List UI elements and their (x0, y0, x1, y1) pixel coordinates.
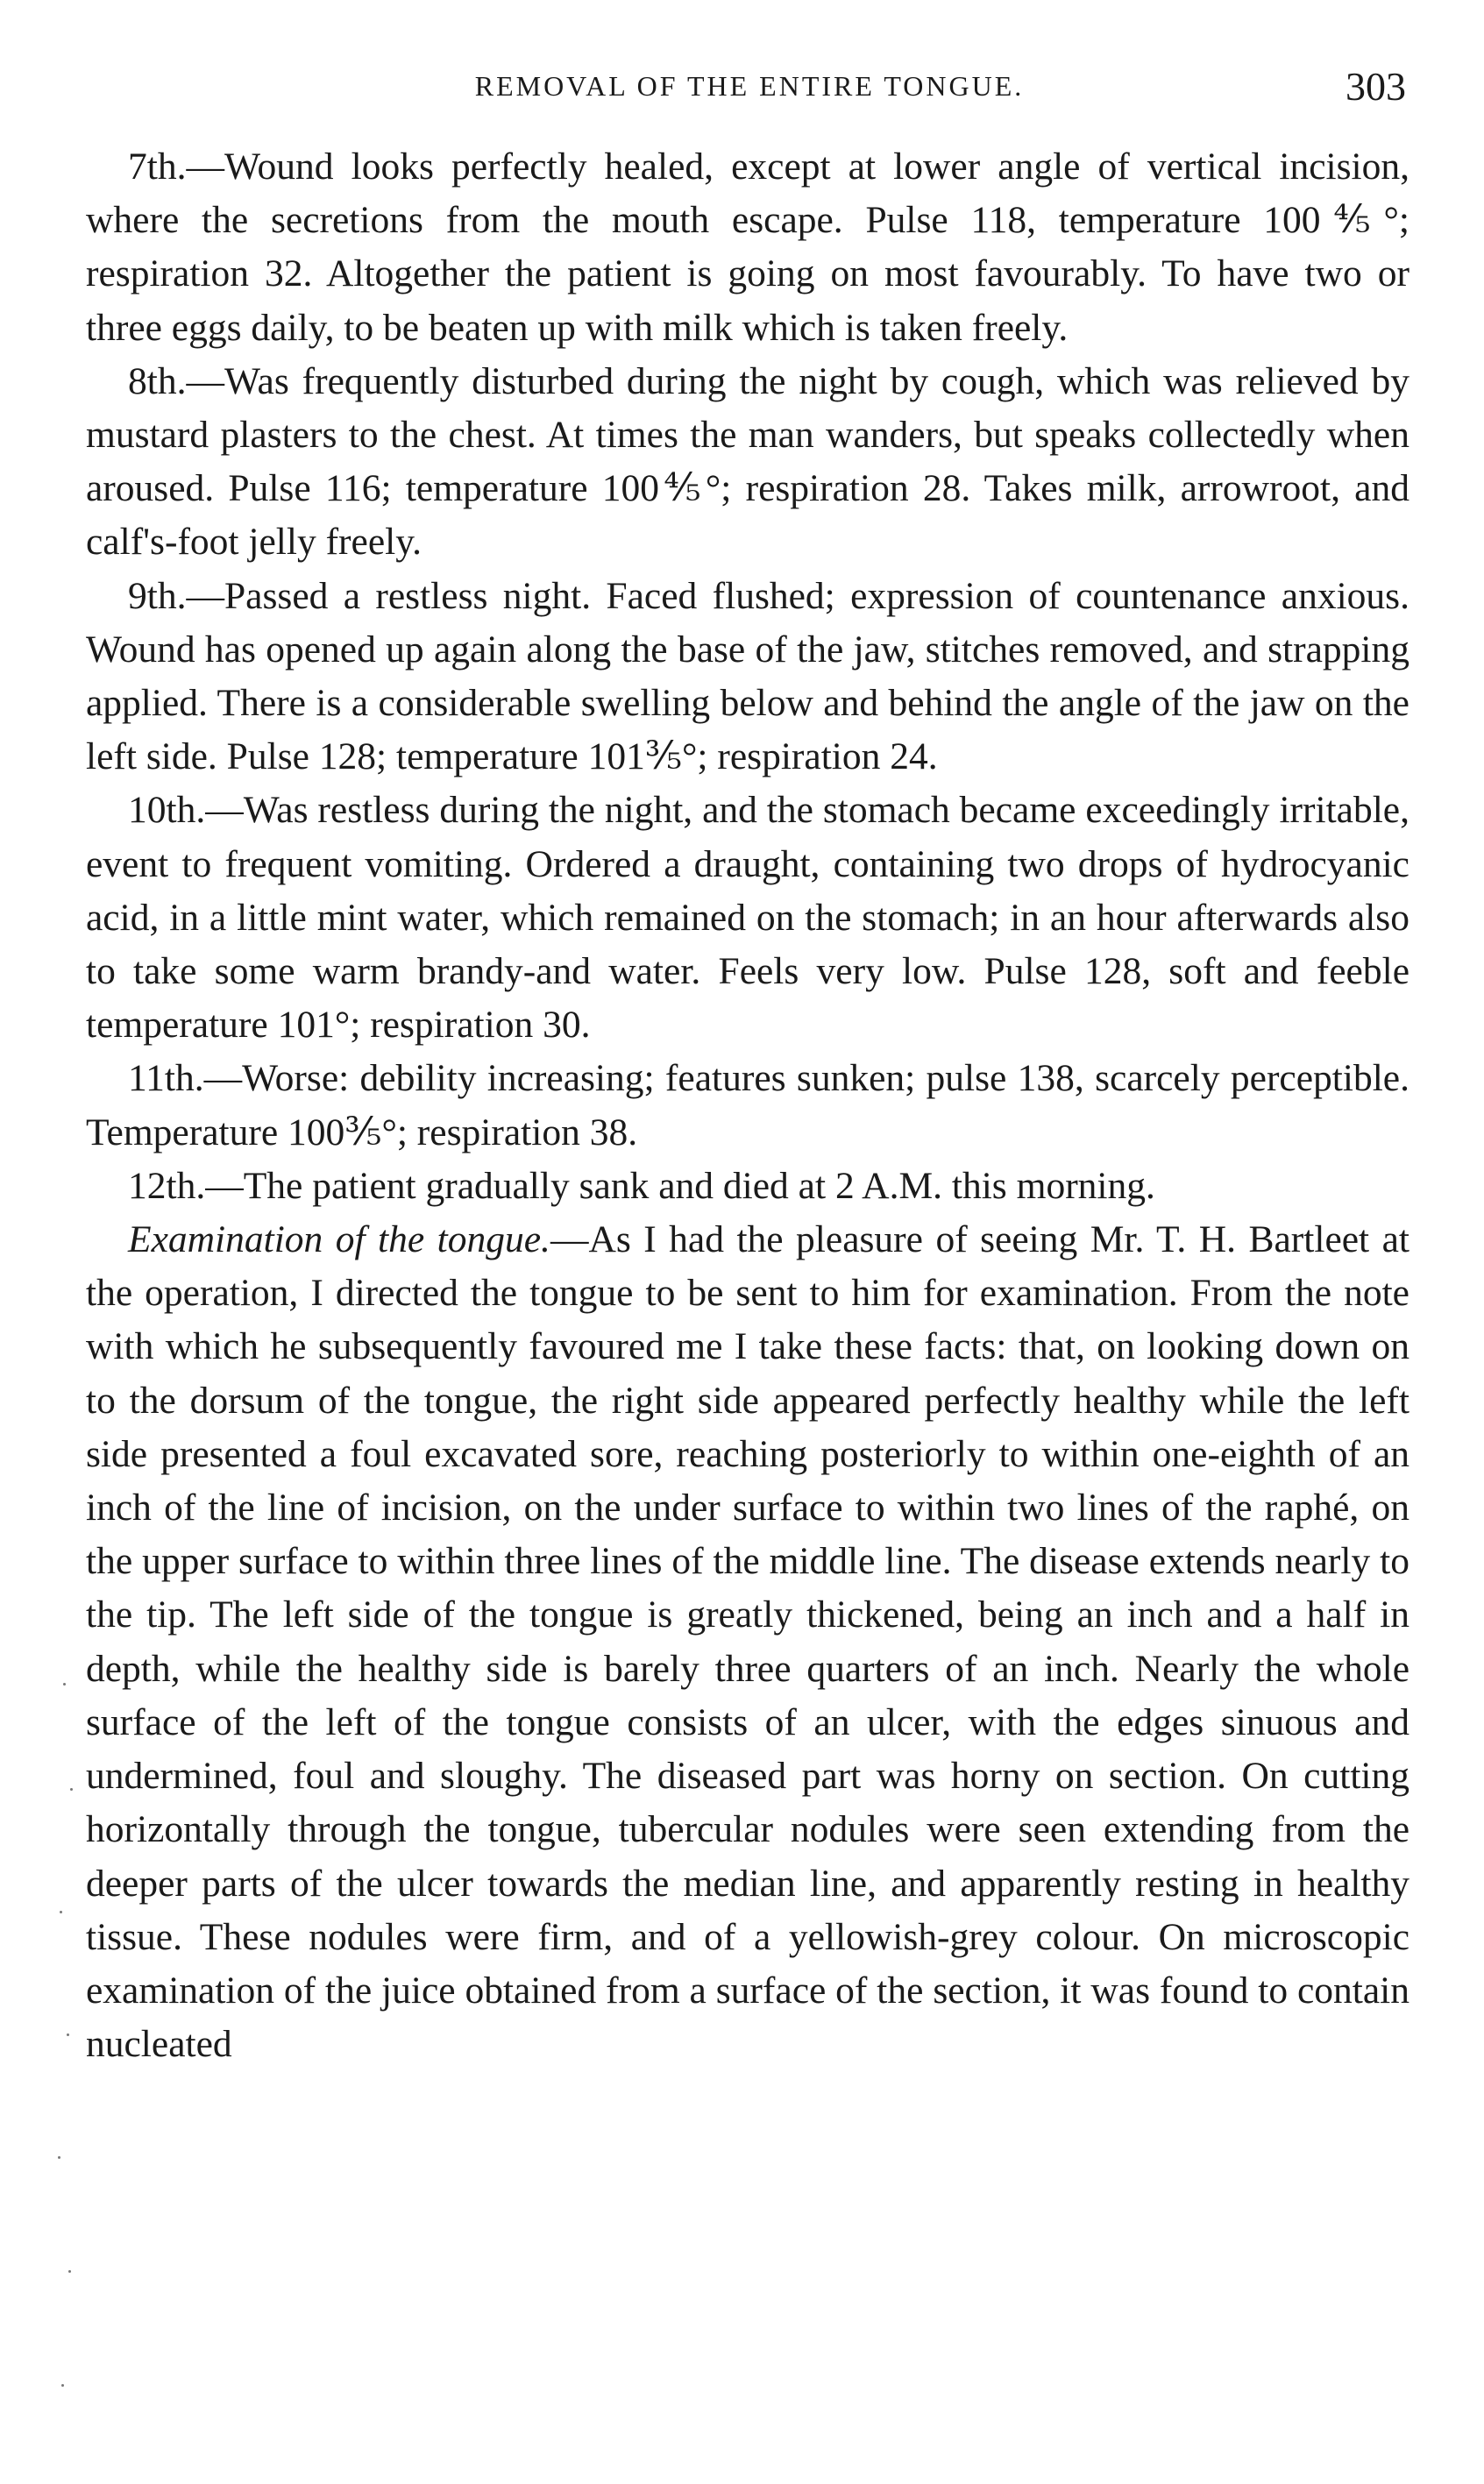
paragraph-day-12: 12th.—The patient gradually sank and died at 2 A.M. this morning. (128, 1164, 1155, 1207)
paragraph-day-9: 9th.—Passed a restless night. Faced flushed; expression of countenance anxious. Wound has opened up again along the base of the jaw, stitches removed, and strapping applied. There is a considerable swelling below and behind the angle of the jaw on the left side. Pulse 128; temperature 101⅗°; respiration 24. (86, 574, 1409, 778)
paragraph-day-7: 7th.—Wound looks perfectly healed, except at lower angle of vertical incision, where the secretions from the mouth escape. Pulse 118, temperature 100⅘°; respiration 32. Altogether the patient is going on most favourably. To have two or three eggs daily, to be beaten up with milk which is taken freely. (86, 145, 1409, 349)
paragraph-day-8: 8th.—Was frequently disturbed during the night by cough, which was relieved by mustard plasters to the chest. At times the man wanders, but speaks collectedly when aroused. Pulse 116; temperature 100⅘°; respiration 28. Takes milk, arrowroot, and calf's-foot jelly freely. (86, 359, 1409, 564)
paragraph-examination (86, 1213, 1409, 2071)
paragraph-day-10: 10th.—Was restless during the night, and the stomach became exceedingly irritable, event to frequent vomiting. Ordered a draught, containing two drops of hydrocyanic acid, in a little mint water, which remained on the stomach; in an hour afterwards also to take some warm brandy-and water. Feels very low. Pulse 128, soft and feeble temperature 101°; respiration 30. (86, 789, 1409, 1047)
examination-text: —As I had the pleasure of seeing Mr. T. H. Bartleet at the operation, I directed the tongue to be sent to him for examination. From the note with which he subsequently favoured me I take these facts: that, on looking down on to the dorsum of the tongue, the right side appeared perfectly healthy while the left side presented a foul excavated sore, reaching posteriorly to within one-eighth of an inch of the line of incision, on the under surface to within two lines of the raphé, on the upper surface to within three lines of the middle line. The disease extends nearly to the tip. The left side of the tongue is greatly thickened, being an inch and a half in depth, while the healthy side is barely three quarters of an inch. Nearly the whole surface of the left of the tongue consists of an ulcer, with the edges sinuous and undermined, foul and sloughy. The diseased part was horny on section. On cutting horizontally through the tongue, tubercular nodules were seen extending from the deeper parts of the ulcer towards the median line, and apparently resting in healthy tissue. These nodules were firm, and of a yellowish-grey colour. On microscopic examination of the juice obtained from a surface of the section, it was found to contain nucleated (86, 1218, 1409, 2066)
examination-heading: Examination of the tongue. (128, 1218, 550, 1261)
running-header (88, 63, 1411, 116)
running-title: REMOVAL OF THE ENTIRE TONGUE. (474, 70, 1025, 102)
body-text (86, 140, 1409, 2071)
page-number: 303 (1346, 64, 1406, 109)
paragraph-day-11: 11th.—Worse: debility increasing; features sunken; pulse 138, scarcely perceptible. Temperature 100⅗°; respiration 38. (86, 1057, 1409, 1153)
margin-specks (51, 1665, 77, 2454)
